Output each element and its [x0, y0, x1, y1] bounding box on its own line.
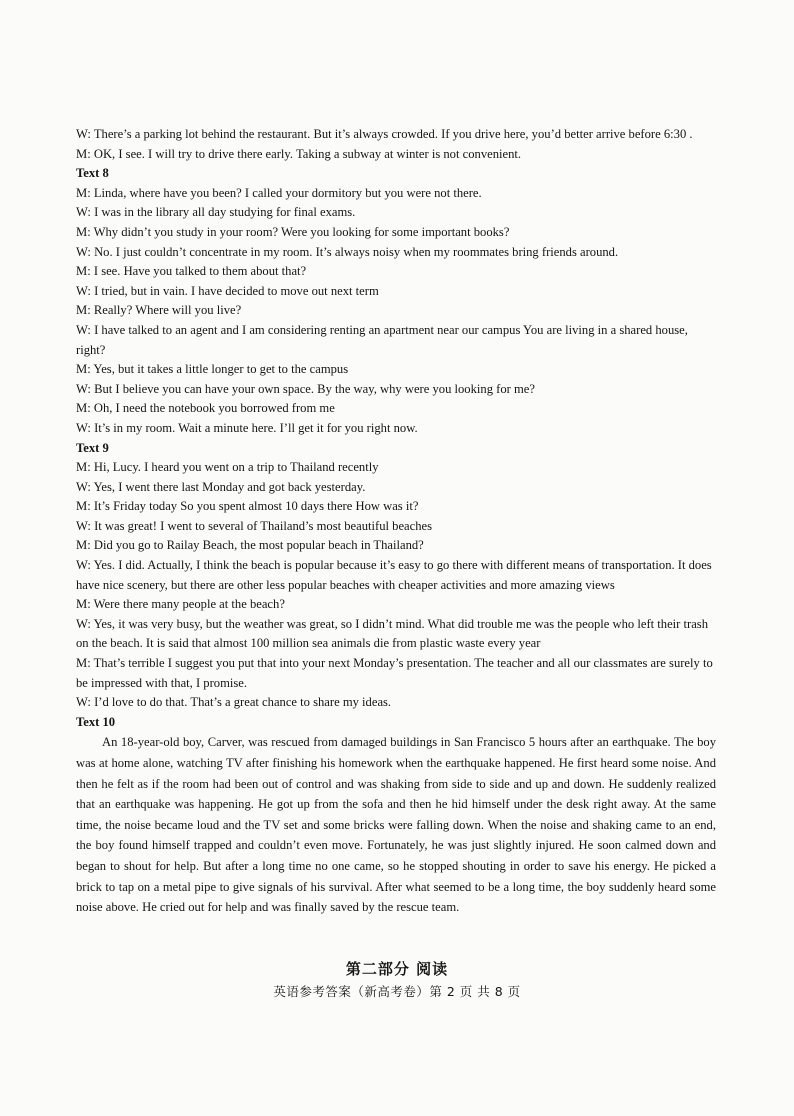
- dialogue-line: W: I’d love to do that. That’s a great chance to share my ideas.: [76, 695, 392, 710]
- dialogue-line: W: Yes. I did. Actually, I think the beach is popular because it’s easy to go there with different means of transportation. It does have nice scenery, but there are other less popular beaches with cheaper activities and more amazing views: [76, 558, 712, 592]
- dialogue-line: W: I have talked to an agent and I am considering renting an apartment near our campus You are living in a shared house, right?: [76, 322, 688, 357]
- text8-heading: Text 8: [76, 166, 109, 181]
- dialogue-line: M: I see. Have you talked to them about that?: [76, 264, 307, 279]
- dialogue-line: M: Why didn’t you study in your room? Were you looking for some important books?: [76, 224, 510, 239]
- text9-heading: Text 9: [76, 440, 109, 455]
- dialogue-line: W: Yes, I went there last Monday and got back yesterday.: [76, 479, 366, 494]
- dialogue-line: M: Were there many people at the beach?: [76, 597, 285, 612]
- text10-paragraph: An 18-year-old boy, Carver, was rescued from damaged buildings in San Francisco 5 hours after an earthquake. The boy was at home alone, watching TV after finishing his homework when the earthquake happened. He first heard some noise. And then he felt as if the room had been out of control and was shaking from side to side and up and down. He suddenly realized that an earthquake was happening. He got up from the sofa and then he hid himself under the desk right away. At the same time, the noise became loud and the TV set and some bricks were falling down. When the noise and shaking came to an end, the boy found himself trapped and couldn’t even move. Fortunately, he was just slightly injured. He soon calmed down and began to shout for help. But after a long time no one came, so he stopped shouting in order to save his energy. He picked a brick to tap on a metal pipe to give signals of his survival. After what seemed to be a long time, the boy suddenly heard some noise above. He cried out for help and was finally saved by the rescue team.: [76, 735, 716, 915]
- dialogue-line: M: It’s Friday today So you spent almost 10 days there How was it?: [76, 499, 419, 514]
- transcript-content: [76, 125, 716, 918]
- dialogue-line: M: Yes, but it takes a little longer to get to the campus: [76, 362, 349, 377]
- dialogue-line: M: Oh, I need the notebook you borrowed from me: [76, 401, 335, 416]
- text10-heading: Text 10: [76, 714, 116, 729]
- dialogue-line: W: No. I just couldn’t concentrate in my room. It’s always noisy when my roommates bring friends around.: [76, 244, 619, 259]
- dialogue-line: W: It was great! I went to several of Thailand’s most beautiful beaches: [76, 518, 433, 533]
- dialogue-line: M: Linda, where have you been? I called your dormitory but you were not there.: [76, 185, 482, 200]
- dialogue-line: W: It’s in my room. Wait a minute here. I’ll get it for you right now.: [76, 420, 418, 435]
- page-number-info: 英语参考答案（新高考卷）第 2 页 共 8 页: [273, 984, 521, 999]
- section-title: 第二部分 阅读: [345, 960, 449, 978]
- dialogue-line: M: OK, I see. I will try to drive there early. Taking a subway at winter is not convenient.: [76, 146, 522, 161]
- dialogue-line: M: Hi, Lucy. I heard you went on a trip to Thailand recently: [76, 460, 379, 475]
- page-footer: [0, 958, 794, 1002]
- dialogue-line: M: Really? Where will you live?: [76, 303, 242, 318]
- dialogue-line: W: Yes, it was very busy, but the weather was great, so I didn’t mind. What did trouble me was the people who left their trash on the beach. It is said that almost 100 million sea animals die from plastic waste every year: [76, 616, 708, 651]
- dialogue-line: W: There’s a parking lot behind the restaurant. But it’s always crowded. If you drive here, you’d better arrive before 6:30 .: [76, 127, 693, 141]
- dialogue-line: W: But I believe you can have your own space. By the way, why were you looking for me?: [76, 381, 535, 396]
- dialogue-line: M: That’s terrible I suggest you put that into your next Monday’s presentation. The teacher and all our classmates are surely to be impressed with that, I promise.: [76, 656, 713, 690]
- dialogue-line: W: I tried, but in vain. I have decided to move out next term: [76, 283, 379, 298]
- dialogue-line: W: I was in the library all day studying for final exams.: [76, 205, 356, 220]
- dialogue-line: M: Did you go to Railay Beach, the most popular beach in Thailand?: [76, 538, 424, 553]
